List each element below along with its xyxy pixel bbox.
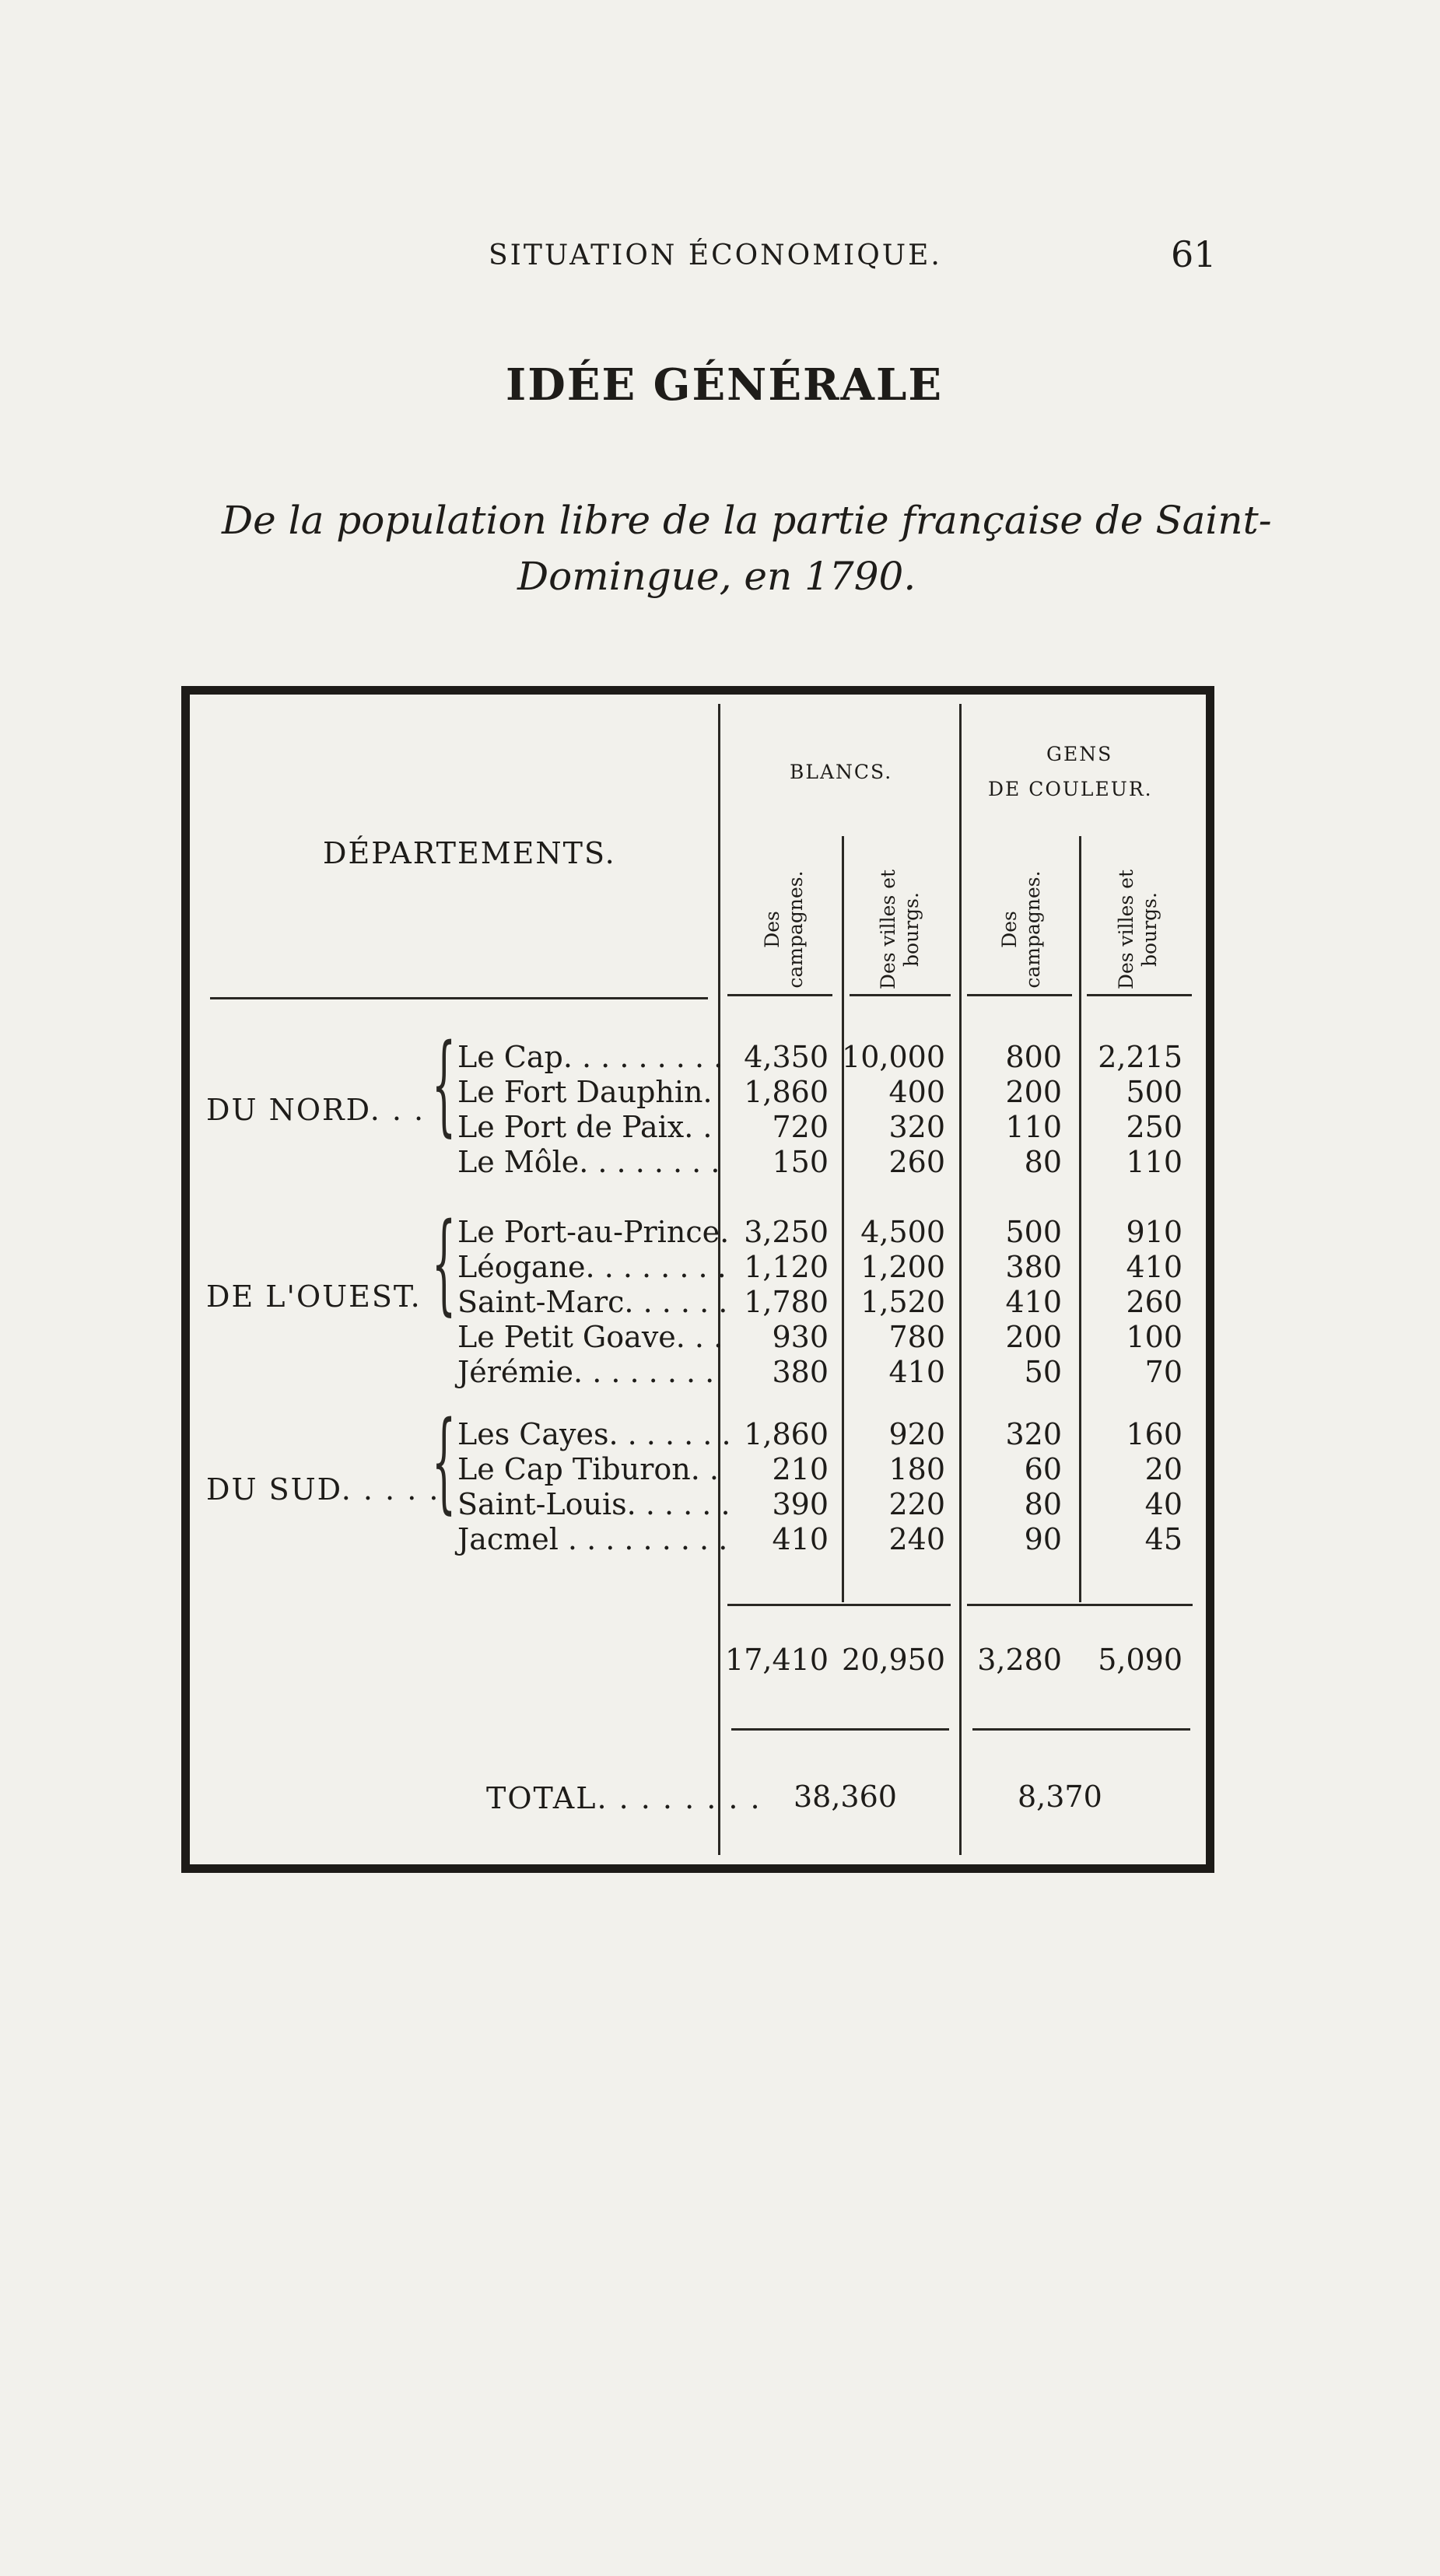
subtotal-gens-villes: 5,090 bbox=[1098, 1643, 1182, 1677]
value-cell: 1,780 bbox=[744, 1285, 829, 1319]
header-departements: DÉPARTEMENTS. bbox=[323, 836, 616, 870]
value-cell: 930 bbox=[772, 1320, 829, 1354]
page-title: IDÉE GÉNÉRALE bbox=[506, 359, 944, 411]
value-cell: 380 bbox=[1005, 1250, 1062, 1284]
brace-ouest: { bbox=[432, 1200, 457, 1327]
value-cell: 80 bbox=[1024, 1487, 1062, 1521]
total-gens: 8,370 bbox=[1018, 1780, 1102, 1814]
rule-total-gens bbox=[972, 1728, 1190, 1731]
place-cell: Jacmel . . . . . . . . . bbox=[457, 1522, 728, 1556]
value-cell: 50 bbox=[1024, 1355, 1062, 1389]
value-cell: 410 bbox=[1126, 1250, 1182, 1284]
value-cell: 780 bbox=[888, 1320, 945, 1354]
subheader-gens-villes: Des villes et bourgs. bbox=[1115, 869, 1161, 990]
subtitle-line-2: Domingue, en 1790. bbox=[517, 554, 916, 599]
place-cell: Le Môle. . . . . . . . bbox=[457, 1145, 720, 1179]
place-cell: Jérémie. . . . . . . . bbox=[457, 1355, 715, 1389]
total-label: TOTAL. . . . . . . . bbox=[486, 1781, 762, 1815]
place-cell: Le Petit Goave. . . bbox=[457, 1320, 724, 1354]
value-cell: 60 bbox=[1024, 1452, 1062, 1486]
subtotal-blancs-campagnes: 17,410 bbox=[725, 1643, 829, 1677]
value-cell: 1,860 bbox=[744, 1417, 829, 1451]
running-head: SITUATION ÉCONOMIQUE. bbox=[489, 240, 942, 271]
subheader-gens-campagnes: Des campagnes. bbox=[998, 870, 1044, 989]
value-cell: 380 bbox=[772, 1355, 829, 1389]
rule-header-dept bbox=[210, 997, 708, 999]
value-cell: 1,520 bbox=[860, 1285, 945, 1319]
value-cell: 1,200 bbox=[860, 1250, 945, 1284]
value-cell: 150 bbox=[772, 1145, 829, 1179]
value-cell: 400 bbox=[888, 1075, 945, 1109]
value-cell: 500 bbox=[1005, 1215, 1062, 1249]
value-cell: 180 bbox=[888, 1452, 945, 1486]
header-blancs: BLANCS. bbox=[790, 761, 893, 783]
value-cell: 4,500 bbox=[860, 1215, 945, 1249]
value-cell: 910 bbox=[1126, 1215, 1182, 1249]
value-cell: 20 bbox=[1144, 1452, 1182, 1486]
value-cell: 160 bbox=[1126, 1417, 1182, 1451]
value-cell: 200 bbox=[1005, 1075, 1062, 1109]
value-cell: 240 bbox=[888, 1522, 945, 1556]
total-blancs: 38,360 bbox=[794, 1780, 897, 1814]
rule-subtotal-gens bbox=[967, 1604, 1193, 1606]
subheader-blancs-campagnes: Des campagnes. bbox=[761, 870, 807, 989]
value-cell: 260 bbox=[888, 1145, 945, 1179]
brace-nord: { bbox=[432, 1021, 457, 1148]
rule-total-blancs bbox=[731, 1728, 949, 1731]
header-gens: GENS bbox=[1046, 743, 1113, 765]
value-cell: 800 bbox=[1005, 1040, 1062, 1074]
value-cell: 720 bbox=[772, 1110, 829, 1144]
brace-sud: { bbox=[432, 1398, 457, 1525]
value-cell: 80 bbox=[1024, 1145, 1062, 1179]
place-cell: Saint-Louis. . . . . . bbox=[457, 1487, 731, 1521]
subtotal-gens-campagnes: 3,280 bbox=[977, 1643, 1062, 1677]
value-cell: 410 bbox=[772, 1522, 829, 1556]
value-cell: 250 bbox=[1126, 1110, 1182, 1144]
subtotal-blancs-villes: 20,950 bbox=[842, 1643, 945, 1677]
value-cell: 410 bbox=[1005, 1285, 1062, 1319]
group-nord: DU NORD. . . bbox=[206, 1093, 426, 1127]
group-ouest: DE L'OUEST. bbox=[206, 1279, 422, 1314]
value-cell: 100 bbox=[1126, 1320, 1182, 1354]
value-cell: 220 bbox=[888, 1487, 945, 1521]
value-cell: 3,250 bbox=[744, 1215, 829, 1249]
place-cell: Le Cap. . . . . . . . . bbox=[457, 1040, 724, 1074]
rule-subtotal-blancs bbox=[727, 1604, 951, 1606]
place-cell: Le Port-au-Prince. bbox=[457, 1215, 730, 1249]
value-cell: 110 bbox=[1126, 1145, 1182, 1179]
value-cell: 1,860 bbox=[744, 1075, 829, 1109]
place-cell: Les Cayes. . . . . . . bbox=[457, 1417, 731, 1451]
value-cell: 260 bbox=[1126, 1285, 1182, 1319]
value-cell: 4,350 bbox=[744, 1040, 829, 1074]
value-cell: 410 bbox=[888, 1355, 945, 1389]
group-sud: DU SUD. . . . . bbox=[206, 1472, 440, 1507]
place-cell: Saint-Marc. . . . . . bbox=[457, 1285, 728, 1319]
value-cell: 320 bbox=[1005, 1417, 1062, 1451]
place-cell: Le Fort Dauphin. bbox=[457, 1075, 713, 1109]
subtitle-line-1: De la population libre de la partie française de Saint- bbox=[222, 498, 1272, 543]
value-cell: 70 bbox=[1144, 1355, 1182, 1389]
place-cell: Le Port de Paix. . bbox=[457, 1110, 713, 1144]
header-de-couleur: DE COULEUR. bbox=[988, 778, 1153, 800]
value-cell: 1,120 bbox=[744, 1250, 829, 1284]
value-cell: 90 bbox=[1024, 1522, 1062, 1556]
place-cell: Léogane. . . . . . . . bbox=[457, 1250, 727, 1284]
value-cell: 10,000 bbox=[842, 1040, 945, 1074]
place-cell: Le Cap Tiburon. . bbox=[457, 1452, 719, 1486]
value-cell: 200 bbox=[1005, 1320, 1062, 1354]
value-cell: 40 bbox=[1144, 1487, 1182, 1521]
value-cell: 320 bbox=[888, 1110, 945, 1144]
value-cell: 210 bbox=[772, 1452, 829, 1486]
value-cell: 45 bbox=[1144, 1522, 1182, 1556]
value-cell: 500 bbox=[1126, 1075, 1182, 1109]
value-cell: 390 bbox=[772, 1487, 829, 1521]
page-number: 61 bbox=[1171, 233, 1217, 275]
value-cell: 110 bbox=[1005, 1110, 1062, 1144]
subheader-blancs-villes: Des villes et bourgs. bbox=[877, 869, 923, 990]
value-cell: 920 bbox=[888, 1417, 945, 1451]
value-cell: 2,215 bbox=[1098, 1040, 1182, 1074]
